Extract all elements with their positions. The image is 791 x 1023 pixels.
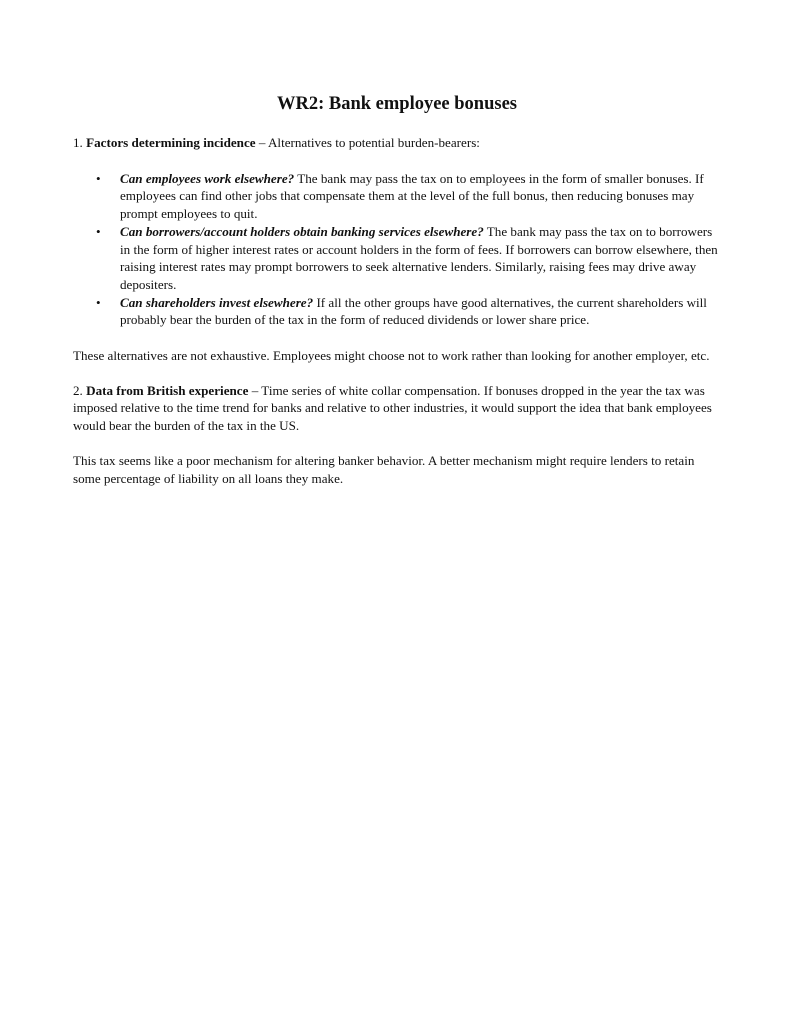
list-item	[73, 223, 721, 294]
list-item	[73, 294, 721, 329]
bullet-text: The bank may pass the tax on to borrowers in the form of higher interest rates or account holders in the form of fees. If borrowers can borrow elsewhere, then raising interest rates may prompt borrowers to seek alternative lenders. Similarly, raising fees may drive away depositers.	[120, 223, 718, 292]
section-2-heading: Data from British experience	[86, 382, 249, 398]
list-item	[73, 170, 721, 223]
section-2-number: 2.	[73, 382, 83, 398]
document-page	[73, 92, 721, 487]
bullet-question: Can borrowers/account holders obtain banking services elsewhere?	[120, 223, 484, 239]
bullet-question: Can employees work elsewhere?	[120, 170, 295, 186]
section-1-heading-line	[73, 134, 721, 152]
bullet-question: Can shareholders invest elsewhere?	[120, 294, 314, 310]
section-2-paragraph	[73, 382, 721, 435]
section-2-text: Time series of white collar compensation. If bonuses dropped in the year the tax was imposed relative to the time trend for banks and relative to other industries, it would support the idea that bank employees would bear the burden of the tax in the US.	[73, 382, 712, 434]
bullet-icon: •	[96, 294, 101, 310]
section-1-intro: Alternatives to potential burden-bearers:	[267, 135, 480, 150]
conclusion-paragraph: This tax seems like a poor mechanism for altering banker behavior. A better mechanism might require lenders to retain some percentage of liability on all loans they make.	[73, 452, 695, 486]
section-1-heading: Factors determining incidence	[86, 135, 256, 150]
bullet-icon: •	[96, 223, 101, 239]
document-title: WR2: Bank employee bonuses	[276, 94, 517, 114]
alternatives-list	[73, 170, 721, 329]
section-1-dash: –	[258, 135, 266, 150]
bullet-text: The bank may pass the tax on to employees in the form of smaller bonuses. If employees can find other jobs that compensate them at the level of the full bonus, then reducing bonuses may prompt employees to quit.	[120, 170, 704, 222]
section-1-closing: These alternatives are not exhaustive. Employees might choose not to work rather than looking for another employer, etc.	[73, 348, 710, 364]
bullet-text: If all the other groups have good alternatives, the current shareholders will probably bear the burden of the tax in the form of reduced dividends or lower share price.	[120, 294, 707, 328]
section-2-dash: –	[251, 382, 259, 398]
bullet-icon: •	[96, 170, 101, 186]
section-1-number: 1.	[73, 135, 83, 150]
